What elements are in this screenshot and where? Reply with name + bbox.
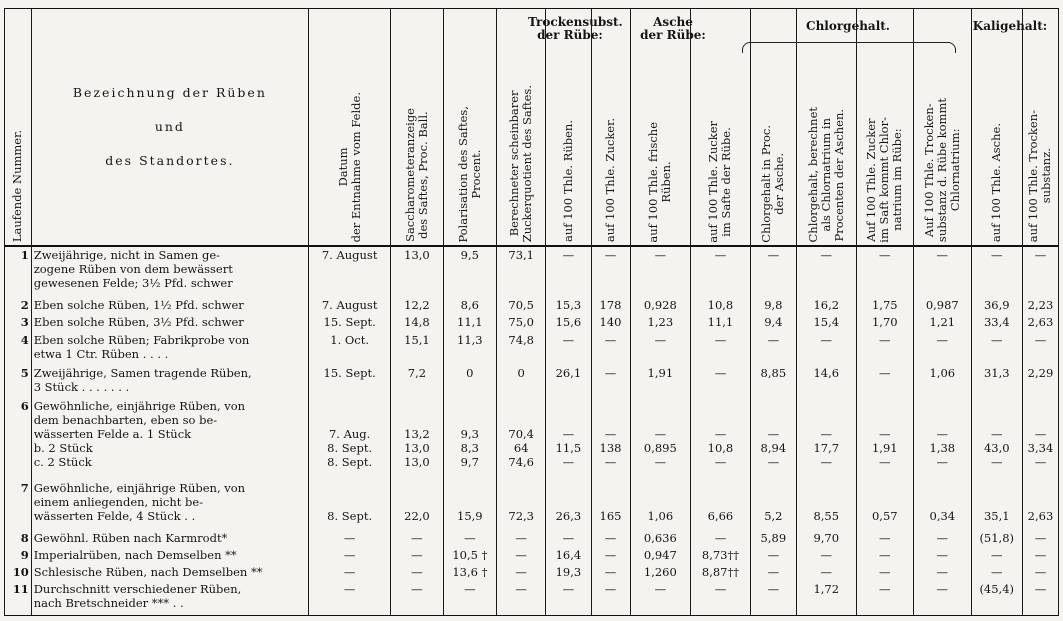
group-brace-chlor <box>742 42 956 53</box>
cell-sacch: — <box>391 564 443 581</box>
cell-ch-n: — <box>796 246 856 297</box>
cell-tr-z: 178 <box>591 297 630 314</box>
row-number: 9 <box>5 547 32 564</box>
cell-quot: 70,5 <box>497 297 546 314</box>
cell-tr-r: 15,6 <box>546 314 591 331</box>
header-chlor-natrium: Chlorgehalt, berechnet als Chlornatrium in Procenten der Aschen. <box>796 9 856 247</box>
cell-ka-t: 2,63 <box>1022 314 1058 331</box>
cell-as-f: — <box>630 332 691 365</box>
cell-ka-a: — <box>971 547 1022 564</box>
cell-ch-p: — 8,94 — <box>750 398 796 480</box>
cell-ch-t: 0,34 <box>914 480 972 530</box>
header-number: Laufende Nummer. <box>5 9 32 247</box>
cell-as-f: — <box>630 246 691 297</box>
cell-as-f: 1,06 <box>630 480 691 530</box>
cell-date: — <box>309 547 391 564</box>
header-quotient: Berechneter scheinbarer Zuckerquotient des Saftes. <box>497 9 546 247</box>
cell-ch-t: — <box>914 564 972 581</box>
cell-tr-r: 26,1 <box>546 365 591 398</box>
cell-quot: 74,8 <box>497 332 546 365</box>
row-number: 10 <box>5 564 32 581</box>
cell-ka-a: 35,1 <box>971 480 1022 530</box>
cell-ka-a: (45,4) <box>971 581 1022 615</box>
row-description: Zweijährige, nicht in Samen ge- zogene Rüben von dem bewässert gewesenen Felde; 3½ Pfd. schwer <box>31 246 308 297</box>
cell-ch-z: — <box>856 332 914 365</box>
cell-ch-p: — <box>750 246 796 297</box>
cell-tr-z: — <box>591 547 630 564</box>
cell-quot: — <box>497 581 546 615</box>
cell-as-z: 6,66 <box>691 480 751 530</box>
cell-sacch: 7,2 <box>391 365 443 398</box>
row-description: Gewöhnliche, einjährige Rüben, von einem anliegenden, nicht be- wässerten Felde, 4 Stück . . <box>31 480 308 530</box>
cell-quot: 75,0 <box>497 314 546 331</box>
cell-as-z: — 10,8 — <box>691 398 751 480</box>
cell-sacch: 22,0 <box>391 480 443 530</box>
cell-as-f: 0,928 <box>630 297 691 314</box>
row-description: Durchschnitt verschiedener Rüben, nach Bretschneider *** . . <box>31 581 308 615</box>
cell-as-z: 8,87†† <box>691 564 751 581</box>
cell-quot: — <box>497 564 546 581</box>
cell-date: 1. Oct. <box>309 332 391 365</box>
header-chlor-proc: Chlorgehalt in Proc. der Asche. <box>750 9 796 247</box>
cell-sacch: 13,0 <box>391 246 443 297</box>
cell-date: — <box>309 530 391 547</box>
table-row <box>5 332 1059 365</box>
cell-ch-z: 1,70 <box>856 314 914 331</box>
cell-pol: 11,1 <box>443 314 496 331</box>
cell-tr-r: — 11,5 — <box>546 398 591 480</box>
cell-sacch: 14,8 <box>391 314 443 331</box>
row-number: 1 <box>5 246 32 297</box>
row-number: 8 <box>5 530 32 547</box>
cell-pol: 9,5 <box>443 246 496 297</box>
header-trocken-zucker: auf 100 Thle. Zucker. <box>591 9 630 247</box>
cell-quot: 0 <box>497 365 546 398</box>
cell-as-z: — <box>691 581 751 615</box>
cell-tr-z: — <box>591 332 630 365</box>
cell-date: — <box>309 581 391 615</box>
cell-tr-z: — <box>591 581 630 615</box>
row-number: 7 <box>5 480 32 530</box>
cell-ch-p: — <box>750 564 796 581</box>
cell-ch-z: — <box>856 530 914 547</box>
header-description-line-3: des Standortes. <box>105 153 235 169</box>
cell-ch-n: 14,6 <box>796 365 856 398</box>
cell-pol: 10,5 † <box>443 547 496 564</box>
table-row <box>5 581 1059 615</box>
cell-date: 7. August <box>309 297 391 314</box>
table-row <box>5 480 1059 530</box>
cell-tr-z: — <box>591 246 630 297</box>
cell-as-f: 1,260 <box>630 564 691 581</box>
cell-ch-t: — <box>914 581 972 615</box>
cell-as-f: 1,23 <box>630 314 691 331</box>
cell-ka-t: — <box>1022 530 1058 547</box>
cell-as-z: 10,8 <box>691 297 751 314</box>
cell-date: 15. Sept. <box>309 314 391 331</box>
cell-tr-z: — <box>591 564 630 581</box>
cell-ch-z: — <box>856 564 914 581</box>
cell-date: 7. Aug. 8. Sept. 8. Sept. <box>309 398 391 480</box>
table-row <box>5 530 1059 547</box>
cell-ch-t: — <box>914 547 972 564</box>
cell-date: 8. Sept. <box>309 480 391 530</box>
cell-pol: 11,3 <box>443 332 496 365</box>
cell-ch-n: 16,2 <box>796 297 856 314</box>
header-description-line-2: und <box>154 119 185 135</box>
table-row <box>5 564 1059 581</box>
cell-as-z: — <box>691 246 751 297</box>
cell-ka-t: — <box>1022 547 1058 564</box>
header-date: Datum der Entnahme vom Felde. <box>309 9 391 247</box>
row-description: Eben solche Rüben; Fabrikprobe von etwa 1 Ctr. Rüben . . . . <box>31 332 308 365</box>
cell-tr-r: — <box>546 332 591 365</box>
cell-ch-p: 9,8 <box>750 297 796 314</box>
cell-quot: — <box>497 547 546 564</box>
cell-ch-t: 0,987 <box>914 297 972 314</box>
row-number: 2 <box>5 297 32 314</box>
cell-ch-z: — <box>856 547 914 564</box>
cell-sacch: — <box>391 581 443 615</box>
cell-as-f: 0,636 <box>630 530 691 547</box>
cell-as-z: 11,1 <box>691 314 751 331</box>
table-row <box>5 398 1059 480</box>
cell-sacch: 13,2 13,0 13,0 <box>391 398 443 480</box>
row-description: Eben solche Rüben, 3½ Pfd. schwer <box>31 314 308 331</box>
cell-ch-p: 9,4 <box>750 314 796 331</box>
header-asche-zucker: auf 100 Thle. Zucker im Safte der Rübe. <box>691 9 751 247</box>
cell-quot: 70,4 64 74,6 <box>497 398 546 480</box>
cell-as-z: — <box>691 332 751 365</box>
row-description: Eben solche Rüben, 1½ Pfd. schwer <box>31 297 308 314</box>
cell-ch-p: — <box>750 581 796 615</box>
cell-pol: 0 <box>443 365 496 398</box>
cell-ch-z: — 1,91 — <box>856 398 914 480</box>
cell-as-z: — <box>691 530 751 547</box>
data-table <box>4 8 1059 616</box>
cell-ch-n: 8,55 <box>796 480 856 530</box>
cell-tr-r: — <box>546 581 591 615</box>
cell-ka-t: 2,29 <box>1022 365 1058 398</box>
cell-ka-t: 2,63 <box>1022 480 1058 530</box>
cell-ch-z: — <box>856 365 914 398</box>
table-row <box>5 314 1059 331</box>
cell-pol: — <box>443 530 496 547</box>
cell-ch-z: — <box>856 246 914 297</box>
cell-ka-a: 33,4 <box>971 314 1022 331</box>
cell-as-z: 8,73†† <box>691 547 751 564</box>
cell-ch-t: — 1,38 — <box>914 398 972 480</box>
cell-tr-r: 16,4 <box>546 547 591 564</box>
cell-ch-n: 1,72 <box>796 581 856 615</box>
cell-as-f: — <box>630 581 691 615</box>
cell-ch-t: 1,21 <box>914 314 972 331</box>
row-description: Gewöhnl. Rüben nach Karmrodt* <box>31 530 308 547</box>
group-title-chlor: Chlorgehalt. <box>806 19 890 33</box>
cell-ch-n: 15,4 <box>796 314 856 331</box>
cell-tr-r: 19,3 <box>546 564 591 581</box>
table-row <box>5 547 1059 564</box>
cell-ch-p: — <box>750 547 796 564</box>
cell-ka-a: — <box>971 246 1022 297</box>
cell-quot: 73,1 <box>497 246 546 297</box>
cell-tr-z: 165 <box>591 480 630 530</box>
row-number: 3 <box>5 314 32 331</box>
cell-ch-n: — <box>796 332 856 365</box>
cell-ch-p: 8,85 <box>750 365 796 398</box>
cell-ka-t: 2,23 <box>1022 297 1058 314</box>
cell-tr-r: — <box>546 246 591 297</box>
row-number: 4 <box>5 332 32 365</box>
cell-ka-a: 31,3 <box>971 365 1022 398</box>
cell-ka-t: — <box>1022 246 1058 297</box>
table-row <box>5 297 1059 314</box>
table-row <box>5 365 1059 398</box>
cell-ch-z: — <box>856 581 914 615</box>
cell-tr-z: — <box>591 530 630 547</box>
cell-ka-t: — <box>1022 564 1058 581</box>
cell-as-f: 1,91 <box>630 365 691 398</box>
cell-date: 7. August <box>309 246 391 297</box>
cell-sacch: 15,1 <box>391 332 443 365</box>
cell-date: 15. Sept. <box>309 365 391 398</box>
cell-pol: 13,6 † <box>443 564 496 581</box>
header-asche-frisch: auf 100 Thle. frische Rüben. <box>630 9 691 247</box>
cell-tr-r: 26,3 <box>546 480 591 530</box>
cell-ka-a: (51,8) <box>971 530 1022 547</box>
cell-ka-a: 36,9 <box>971 297 1022 314</box>
row-description: Gewöhnliche, einjährige Rüben, von dem benachbarten, eben so be- wässerten Felde a. 1 Stück b. 2 Stück c. 2 Stück <box>31 398 308 480</box>
row-number: 11 <box>5 581 32 615</box>
cell-ch-p: — <box>750 332 796 365</box>
cell-as-z: — <box>691 365 751 398</box>
cell-ch-z: 1,75 <box>856 297 914 314</box>
cell-tr-r: — <box>546 530 591 547</box>
cell-pol: 15,9 <box>443 480 496 530</box>
cell-ch-n: 9,70 <box>796 530 856 547</box>
cell-as-f: 0,947 <box>630 547 691 564</box>
cell-ch-p: 5,89 <box>750 530 796 547</box>
cell-ka-a: — <box>971 564 1022 581</box>
cell-pol: — <box>443 581 496 615</box>
cell-sacch: — <box>391 530 443 547</box>
row-description: Schlesische Rüben, nach Demselben ** <box>31 564 308 581</box>
cell-ch-t: 1,06 <box>914 365 972 398</box>
cell-sacch: 12,2 <box>391 297 443 314</box>
cell-as-f: — 0,895 — <box>630 398 691 480</box>
cell-ch-t: — <box>914 530 972 547</box>
row-number: 5 <box>5 365 32 398</box>
cell-ch-n: — <box>796 547 856 564</box>
row-number: 6 <box>5 398 32 480</box>
header-kali-asche: auf 100 Thle. Asche. <box>971 9 1022 247</box>
cell-tr-r: 15,3 <box>546 297 591 314</box>
group-title-trocken: Trockensubst. der Rübe: <box>528 15 623 42</box>
cell-quot: 72,3 <box>497 480 546 530</box>
cell-sacch: — <box>391 547 443 564</box>
cell-ch-t: — <box>914 246 972 297</box>
cell-ch-n: — <box>796 564 856 581</box>
group-title-kali: Kaligehalt: <box>972 19 1048 33</box>
cell-ch-p: 5,2 <box>750 480 796 530</box>
row-description: Zweijährige, Samen tragende Rüben, 3 Stück . . . . . . . <box>31 365 308 398</box>
cell-tr-z: — 138 — <box>591 398 630 480</box>
table-body <box>5 246 1059 615</box>
header-description-line-1: Bezeichnung der Rüben <box>72 85 267 101</box>
cell-quot: — <box>497 530 546 547</box>
header-polarisation: Polarisation des Saftes, Procent. <box>443 9 496 247</box>
cell-ka-t: — <box>1022 332 1058 365</box>
cell-ch-n: — 17,7 — <box>796 398 856 480</box>
header-kali-trocken: auf 100 Thle. Trocken- substanz. <box>1022 9 1058 247</box>
row-description: Imperialrüben, nach Demselben ** <box>31 547 308 564</box>
cell-ka-t: — 3,34 — <box>1022 398 1058 480</box>
cell-tr-z: — <box>591 365 630 398</box>
cell-ka-a: — 43,0 — <box>971 398 1022 480</box>
header-description <box>31 9 308 247</box>
cell-pol: 8,6 <box>443 297 496 314</box>
cell-date: — <box>309 564 391 581</box>
cell-tr-z: 140 <box>591 314 630 331</box>
cell-pol: 9,3 8,3 9,7 <box>443 398 496 480</box>
cell-ch-t: — <box>914 332 972 365</box>
cell-ka-a: — <box>971 332 1022 365</box>
header-chlor-trocken: Auf 100 Thle. Trocken- substanz d. Rübe kommt Chlornatrium: <box>914 9 972 247</box>
header-chlor-zucker: Auf 100 Thle. Zucker im Saft kommt Chlor- natrium im Rübe: <box>856 9 914 247</box>
cell-ka-t: — <box>1022 581 1058 615</box>
table-row <box>5 246 1059 297</box>
cell-ch-z: 0,57 <box>856 480 914 530</box>
group-title-asche: Asche der Rübe: <box>640 15 706 42</box>
header-trocken-rueben: auf 100 Thle. Rüben. <box>546 9 591 247</box>
header-saccharometer: Saccharometeranzeige des Saftes, Proc. Ball. <box>391 9 443 247</box>
